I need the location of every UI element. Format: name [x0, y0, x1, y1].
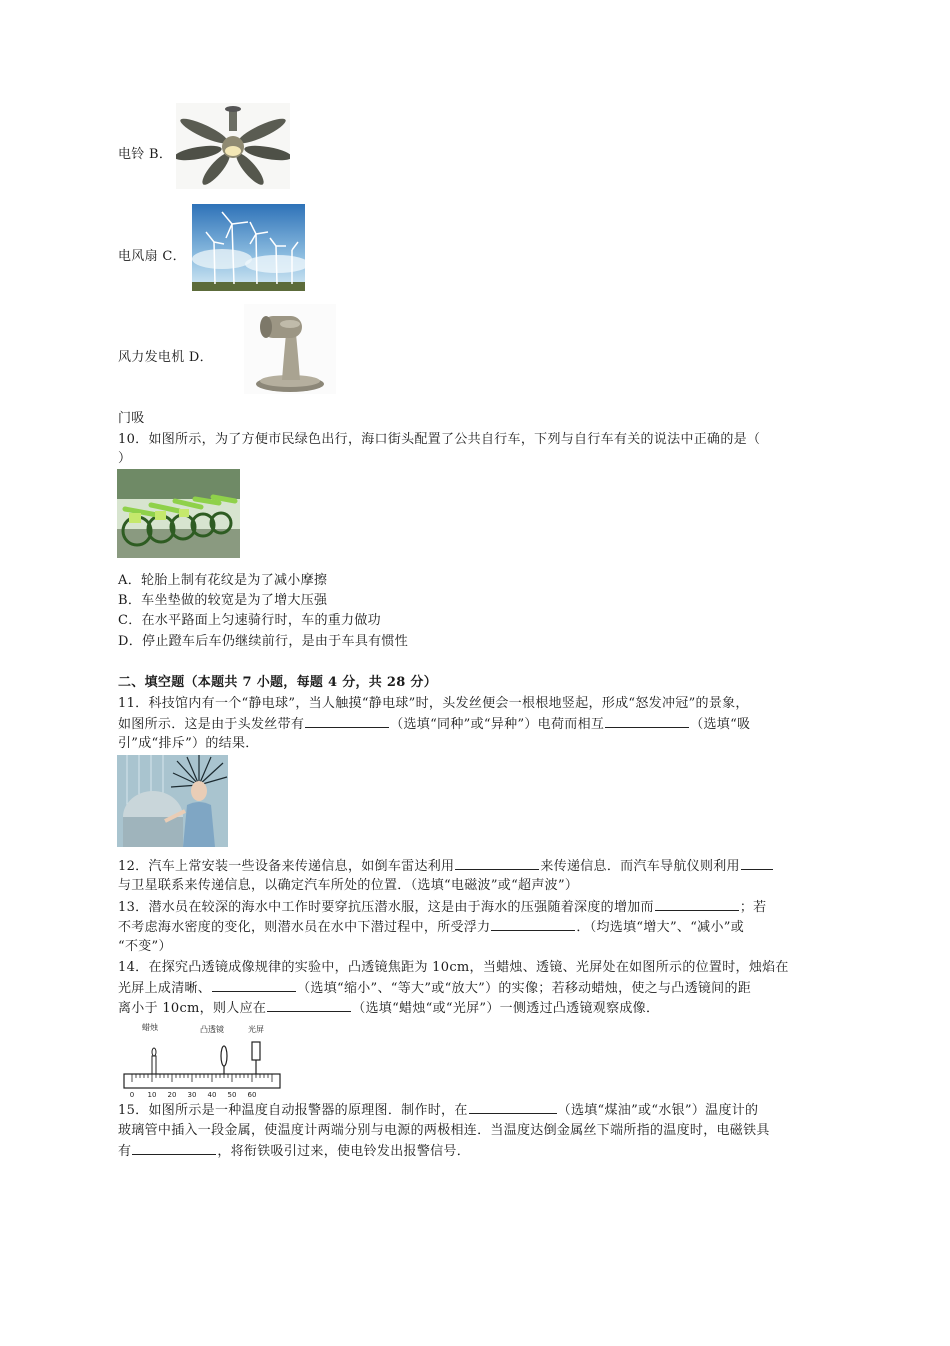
bicycles-image — [117, 469, 240, 558]
q11-text-b: （选填“同种”或“异种”）电荷而相互 — [390, 717, 605, 732]
option-b-label: 电铃 B． — [118, 147, 173, 162]
q12-text-b: 来传递信息．而汽车导航仪则利用 — [540, 859, 740, 874]
q10-option-d: D．停止蹬车后车仍继续前行，是由于车具有惯性 — [118, 634, 409, 649]
q14-blank-1[interactable] — [212, 978, 296, 992]
diagram-label-candle: 蜡烛 — [142, 1023, 158, 1032]
q10-option-c: C．在水平路面上匀速骑行时，车的重力做功 — [118, 613, 381, 628]
option-d-label: 风力发电机 D． — [118, 350, 213, 365]
tick-20: 20 — [167, 1091, 177, 1099]
q13-blank-1[interactable] — [655, 897, 739, 911]
q12-text-a: 12．汽车上常安装一些设备来传递信息，如倒车雷达利用 — [118, 859, 455, 874]
q15-line3 — [118, 1141, 470, 1162]
q15-text-a: 15．如图所示是一种温度自动报警器的原理图．制作时，在 — [118, 1103, 468, 1118]
tick-30: 30 — [187, 1091, 197, 1099]
q14-line2 — [118, 978, 751, 999]
q10-option-b: B．车坐垫做的较宽是为了增大压强 — [118, 593, 328, 608]
q12-line2: 与卫星联系来传递信息，以确定汽车所处的位置．（选填“电磁波”或“超声波”） — [118, 878, 579, 893]
q10-stem-line2: ） — [118, 451, 132, 466]
tick-60: 60 — [247, 1091, 257, 1099]
q13-line1 — [118, 897, 766, 918]
q13-line2 — [118, 917, 744, 938]
q11-line3: 引”成“排斥”）的结果． — [118, 736, 259, 751]
ceiling-fan-image — [176, 103, 290, 189]
q15-text-d: ，将衔铁吸引过来，使电铃发出报警信号． — [217, 1144, 471, 1159]
diagram-label-screen: 光屏 — [248, 1025, 264, 1034]
static-ball-image — [117, 755, 228, 847]
q14-text-c: 离小于 10cm，则人应在 — [118, 1001, 267, 1016]
q15-text-c: 有 — [118, 1144, 132, 1159]
diagram-label-lens: 凸透镜 — [200, 1025, 224, 1034]
wind-turbines-image — [192, 204, 305, 291]
tick-40: 40 — [207, 1091, 217, 1099]
tick-0: 0 — [129, 1091, 135, 1099]
q13-text-d: ．（均选填“增大”、“减小”或 — [576, 920, 744, 935]
q11-text-a: 如图所示．这是由于头发丝带有 — [118, 717, 305, 732]
q15-blank-1[interactable] — [469, 1100, 557, 1114]
q12-blank-1[interactable] — [455, 856, 539, 870]
q11-blank-2[interactable] — [605, 714, 689, 728]
q15-line1 — [118, 1100, 758, 1121]
q15-blank-2[interactable] — [132, 1141, 216, 1155]
q13-text-c: 不考虑海水密度的变化，则潜水员在水中下潜过程中，所受浮力 — [118, 920, 491, 935]
q14-blank-2[interactable] — [267, 998, 351, 1012]
door-stopper-image — [244, 304, 336, 394]
q15-text-b: （选填“煤油”或“水银”）温度计的 — [557, 1103, 759, 1118]
tick-50: 50 — [227, 1091, 237, 1099]
section2-title: 二、填空题（本题共 7 小题，每题 4 分，共 28 分） — [118, 675, 438, 690]
q15-line2: 玻璃管中插入一段金属，使温度计两端分别与电源的两极相连．当温度达倒金属丝下端所指的温度时，电磁铁具 — [118, 1123, 770, 1138]
q11-blank-1[interactable] — [305, 714, 389, 728]
q13-blank-2[interactable] — [491, 917, 575, 931]
caption-door-stopper: 门吸 — [118, 411, 145, 426]
q12-blank-2[interactable] — [741, 856, 773, 870]
lens-experiment-diagram — [120, 1020, 282, 1100]
q13-text-a: 13．潜水员在较深的海水中工作时要穿抗压潜水服，这是由于海水的压强随着深度的增加而 — [118, 900, 654, 915]
q11-text-c: （选填“吸 — [690, 717, 751, 732]
q14-line1: 14．在探究凸透镜成像规律的实验中，凸透镜焦距为 10cm，当蜡烛、透镜、光屏处在如图所示的位置时，烛焰在 — [118, 960, 789, 975]
q10-option-a: A．轮胎上制有花纹是为了减小摩擦 — [118, 573, 328, 588]
q11-line1: 11．科技馆内有一个“静电球”，当人触摸“静电球”时，头发丝便会一根根地竖起，形成“怒发冲冠”的景象， — [118, 696, 749, 711]
q12-line1 — [118, 856, 774, 877]
q11-line2 — [118, 714, 750, 735]
q14-text-a: 光屏上成清晰、 — [118, 981, 212, 996]
tick-10: 10 — [147, 1091, 157, 1099]
q13-line3: “不变”） — [118, 939, 172, 954]
q14-line3 — [118, 998, 659, 1019]
q10-stem-line1: 10．如图所示，为了方便市民绿色出行，海口街头配置了公共自行车，下列与自行车有关的说法中正确的是（ — [118, 432, 761, 447]
option-c-label: 电风扇 C． — [118, 249, 186, 264]
q13-text-b: ；若 — [739, 900, 767, 915]
q14-text-d: （选填“蜡烛“或“光屏”）一侧透过凸透镜观察成像． — [352, 1001, 660, 1016]
q14-text-b: （选填“缩小”、“等大”或“放大”）的实像；若移动蜡烛，使之与凸透镜间的距 — [297, 981, 752, 996]
